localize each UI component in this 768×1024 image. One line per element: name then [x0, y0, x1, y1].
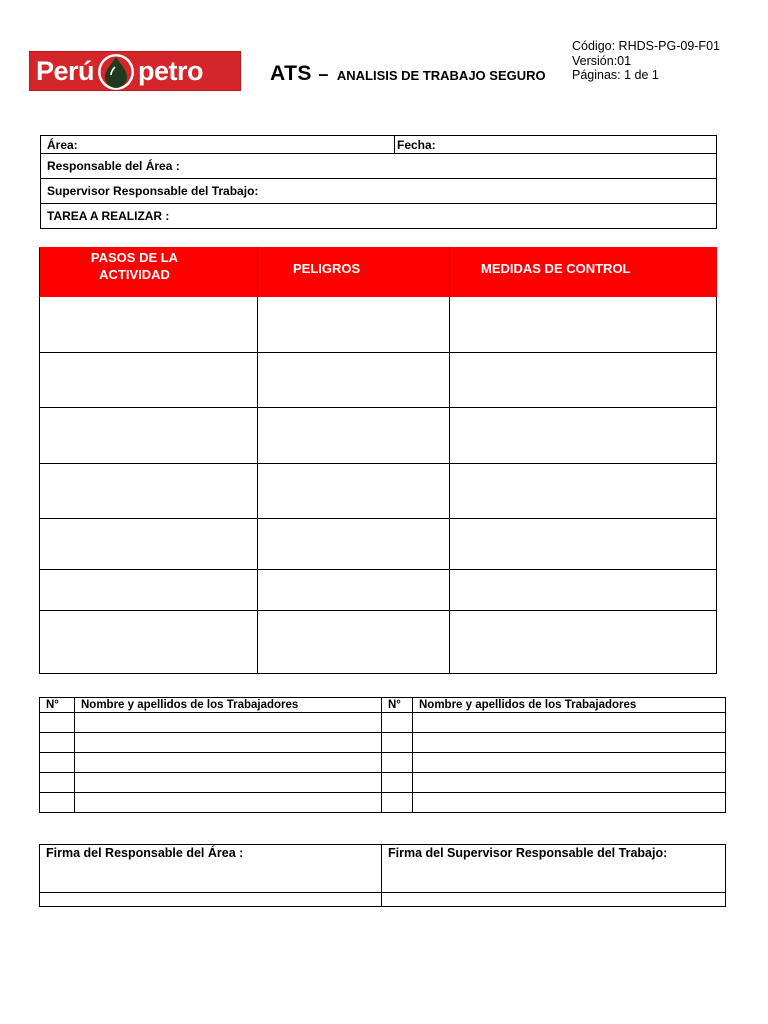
table-row [40, 519, 717, 570]
doc-version: Versión:01 [572, 53, 632, 68]
tarea-field[interactable] [41, 204, 717, 229]
doc-code: Código: RHDS-PG-09-F01 [572, 39, 720, 53]
title-ats: ATS [270, 62, 312, 85]
responsable-field[interactable] [41, 154, 717, 179]
responsable-label: Responsable del Área : [47, 159, 180, 173]
activity-table [39, 247, 717, 674]
num-cell[interactable] [382, 713, 413, 733]
pasos-cell[interactable] [40, 408, 258, 464]
name-cell[interactable] [413, 713, 726, 733]
firma-responsable-field[interactable] [40, 845, 382, 893]
num-cell[interactable] [382, 773, 413, 793]
supervisor-field[interactable] [41, 179, 717, 204]
name-cell[interactable] [75, 733, 382, 753]
col-medidas-header: MEDIDAS DE CONTROL [450, 248, 717, 297]
fecha-label: Fecha: [397, 137, 436, 152]
num-cell[interactable] [40, 793, 75, 813]
fecha-field[interactable] [395, 136, 717, 154]
num-cell[interactable] [40, 733, 75, 753]
doc-pages: Páginas: 1 de 1 [572, 68, 659, 82]
medidas-cell[interactable] [450, 519, 717, 570]
peligros-cell[interactable] [258, 570, 450, 611]
medidas-cell[interactable] [450, 408, 717, 464]
table-row [40, 464, 717, 519]
pasos-cell[interactable] [40, 570, 258, 611]
document-title [270, 62, 546, 86]
peligros-cell[interactable] [258, 464, 450, 519]
medidas-cell[interactable] [450, 353, 717, 408]
worker-row [40, 733, 726, 753]
pasos-cell[interactable] [40, 353, 258, 408]
logo-word-peru: Perú [36, 55, 95, 86]
peligros-cell[interactable] [258, 297, 450, 353]
firma-responsable-label: Firma del Responsable del Área : [46, 846, 244, 860]
num-cell[interactable] [382, 793, 413, 813]
title-subtitle: ANALISIS DE TRABAJO SEGURO [336, 68, 546, 83]
table-row [40, 611, 717, 674]
medidas-cell[interactable] [450, 570, 717, 611]
oil-drop-icon [96, 51, 136, 91]
firma-supervisor-line[interactable] [382, 893, 726, 907]
worker-row [40, 713, 726, 733]
table-row [40, 408, 717, 464]
table-row [40, 570, 717, 611]
logo-word-petro: petro [138, 55, 204, 86]
worker-row [40, 793, 726, 813]
workers-table [39, 697, 726, 813]
table-row [40, 297, 717, 353]
peligros-cell[interactable] [258, 519, 450, 570]
col-peligros-header: PELIGROS [258, 248, 450, 297]
num-cell[interactable] [40, 773, 75, 793]
col-pasos-line1: PASOS DE LA [90, 250, 179, 265]
pasos-cell[interactable] [40, 464, 258, 519]
firma-responsable-line[interactable] [40, 893, 382, 907]
name-cell[interactable] [413, 773, 726, 793]
col-pasos-header [40, 248, 258, 297]
peligros-cell[interactable] [258, 408, 450, 464]
num-cell[interactable] [40, 713, 75, 733]
peligros-cell[interactable] [258, 353, 450, 408]
info-table [40, 135, 717, 229]
name-cell[interactable] [413, 733, 726, 753]
num-cell[interactable] [382, 753, 413, 773]
area-field[interactable] [41, 136, 395, 154]
worker-row [40, 773, 726, 793]
name-cell[interactable] [75, 793, 382, 813]
peligros-cell[interactable] [258, 611, 450, 674]
num-cell[interactable] [40, 753, 75, 773]
num-header-left: N° [40, 698, 75, 713]
name-cell[interactable] [75, 773, 382, 793]
num-header-right: N° [382, 698, 413, 713]
supervisor-label: Supervisor Responsable del Trabajo: [47, 184, 259, 198]
title-dash: – [318, 64, 329, 84]
signature-table [39, 844, 726, 907]
medidas-cell[interactable] [450, 297, 717, 353]
area-label: Área: [47, 137, 78, 152]
medidas-cell[interactable] [450, 464, 717, 519]
firma-supervisor-field[interactable] [382, 845, 726, 893]
name-header-right: Nombre y apellidos de los Trabajadores [413, 698, 726, 713]
pasos-cell[interactable] [40, 611, 258, 674]
worker-row [40, 753, 726, 773]
tarea-label: TAREA A REALIZAR : [47, 209, 170, 223]
medidas-cell[interactable] [450, 611, 717, 674]
company-logo [29, 51, 241, 91]
col-pasos-line2: ACTIVIDAD [99, 267, 170, 282]
name-cell[interactable] [75, 753, 382, 773]
name-cell[interactable] [413, 753, 726, 773]
name-cell[interactable] [413, 793, 726, 813]
name-header-left: Nombre y apellidos de los Trabajadores [75, 698, 382, 713]
pasos-cell[interactable] [40, 297, 258, 353]
name-cell[interactable] [75, 713, 382, 733]
firma-supervisor-label: Firma del Supervisor Responsable del Trabajo: [388, 846, 668, 860]
document-info [572, 39, 720, 83]
num-cell[interactable] [382, 733, 413, 753]
pasos-cell[interactable] [40, 519, 258, 570]
table-row [40, 353, 717, 408]
